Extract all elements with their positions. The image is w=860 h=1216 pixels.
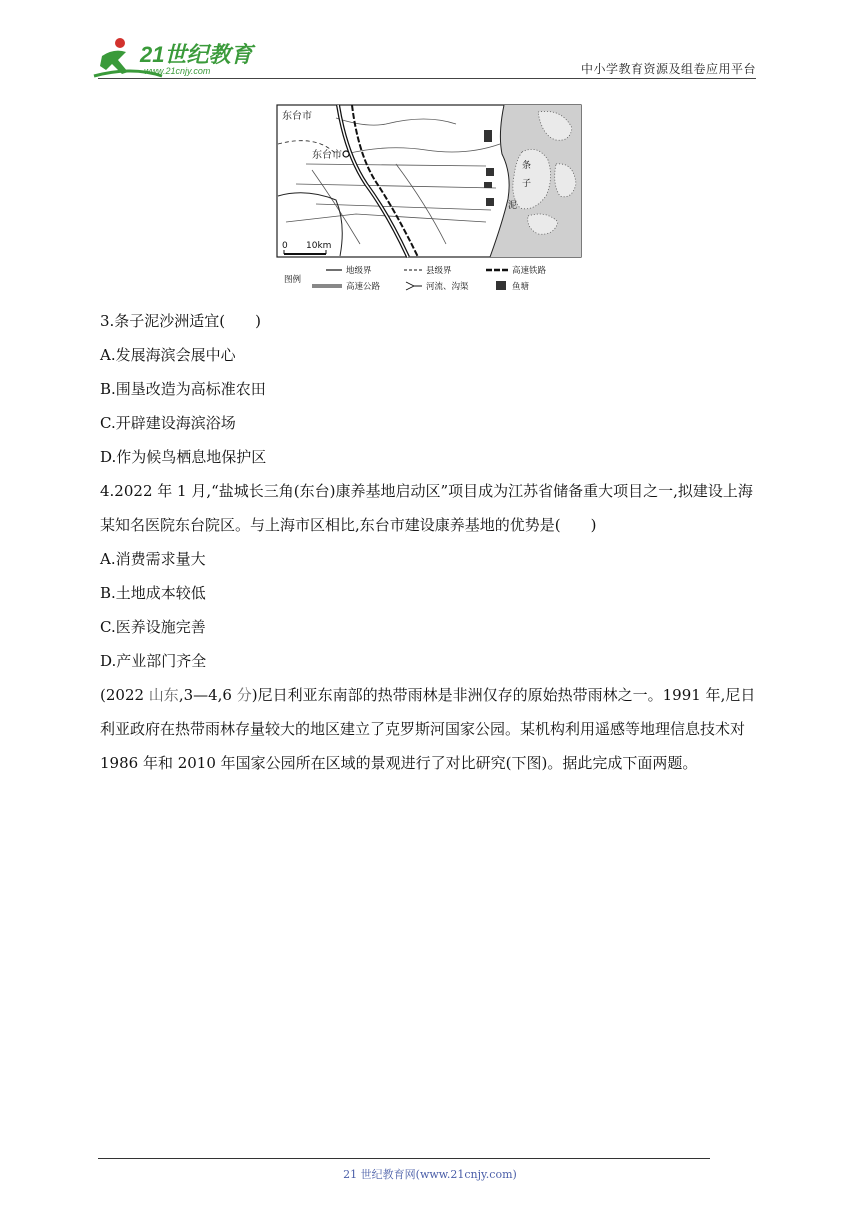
- footer-site-link[interactable]: 21 世纪教育网(www.21cnjy.com): [343, 1168, 517, 1181]
- question-4-option-a: A.消费需求量大: [100, 550, 206, 568]
- legend-rivers-canals: 河流、沟渠: [426, 282, 469, 292]
- sandbar-label-1: 条: [522, 161, 532, 171]
- scale-zero: 0: [282, 241, 288, 251]
- legend-expressway: 高速公路: [346, 282, 381, 292]
- scale-distance: 10km: [306, 241, 332, 251]
- dongtai-map-figure: [276, 104, 582, 296]
- site-logo: [92, 36, 262, 80]
- question-3-option-a: A.发展海滨会展中心: [100, 346, 236, 364]
- legend-county-boundary: 县级界: [426, 266, 452, 276]
- legend-high-speed-rail: 高速铁路: [512, 266, 547, 276]
- map-title: 东台市: [282, 111, 312, 122]
- logo-url: www.21cnjy.com: [144, 66, 211, 76]
- footer-divider: [98, 1158, 710, 1159]
- question-3-option-c: C.开辟建设海滨浴场: [100, 414, 236, 432]
- intro-score-unit: 分: [236, 686, 252, 704]
- intro-prefix: (2022: [100, 686, 149, 704]
- logo-text: 21世纪教育: [140, 42, 253, 67]
- question-content: [100, 304, 756, 780]
- question-3-option-d: D.作为候鸟栖息地保护区: [100, 448, 267, 466]
- intro-text: )尼日利亚东南部的热带雨林是非洲仅存的原始热带雨林之一。1991 年,尼日利亚政府在热带雨林存量较大的地区建立了克罗斯河国家公园。某机构利用遥感等地理信息技术对 1986 年和 2010 年国家公园所在区域的景观进行了对比研究(下图)。据此完成下面两题。: [100, 686, 756, 772]
- question-4-stem: 4.2022 年 1 月,“盐城长三角(东台)康养基地启动区”项目成为江苏省储备重大项目之一,拟建设上海某知名医院东台院区。与上海市区相比,东台市建设康养基地的优势是( ): [100, 482, 753, 534]
- question-3-stem: 3.条子泥沙洲适宜( ): [100, 312, 262, 330]
- city-marker: [343, 151, 349, 157]
- intro-paragraph: [100, 678, 756, 780]
- city-label: 东台市: [312, 150, 342, 161]
- question-4-option-c: C.医养设施完善: [100, 618, 206, 636]
- intro-meta: ,3—4,6: [178, 686, 237, 704]
- legend-fish-pond: 鱼塘: [512, 282, 530, 292]
- question-4-option-d: D.产业部门齐全: [100, 652, 207, 670]
- question-4-option-b: B.土地成本较低: [100, 584, 206, 602]
- legend-prefecture-boundary: 地级界: [346, 266, 372, 276]
- site-name: 中小学教育资源及组卷应用平台: [580, 62, 756, 76]
- intro-province: 山东: [148, 686, 179, 704]
- sandbar-label-2: 子: [522, 179, 532, 189]
- map-legend: [284, 265, 547, 292]
- question-3-option-b: B.围垦改造为高标准农田: [100, 380, 266, 398]
- sandbar-label-3: 泥: [508, 201, 518, 211]
- header-divider: [98, 78, 756, 79]
- legend-title: 图例: [284, 275, 302, 285]
